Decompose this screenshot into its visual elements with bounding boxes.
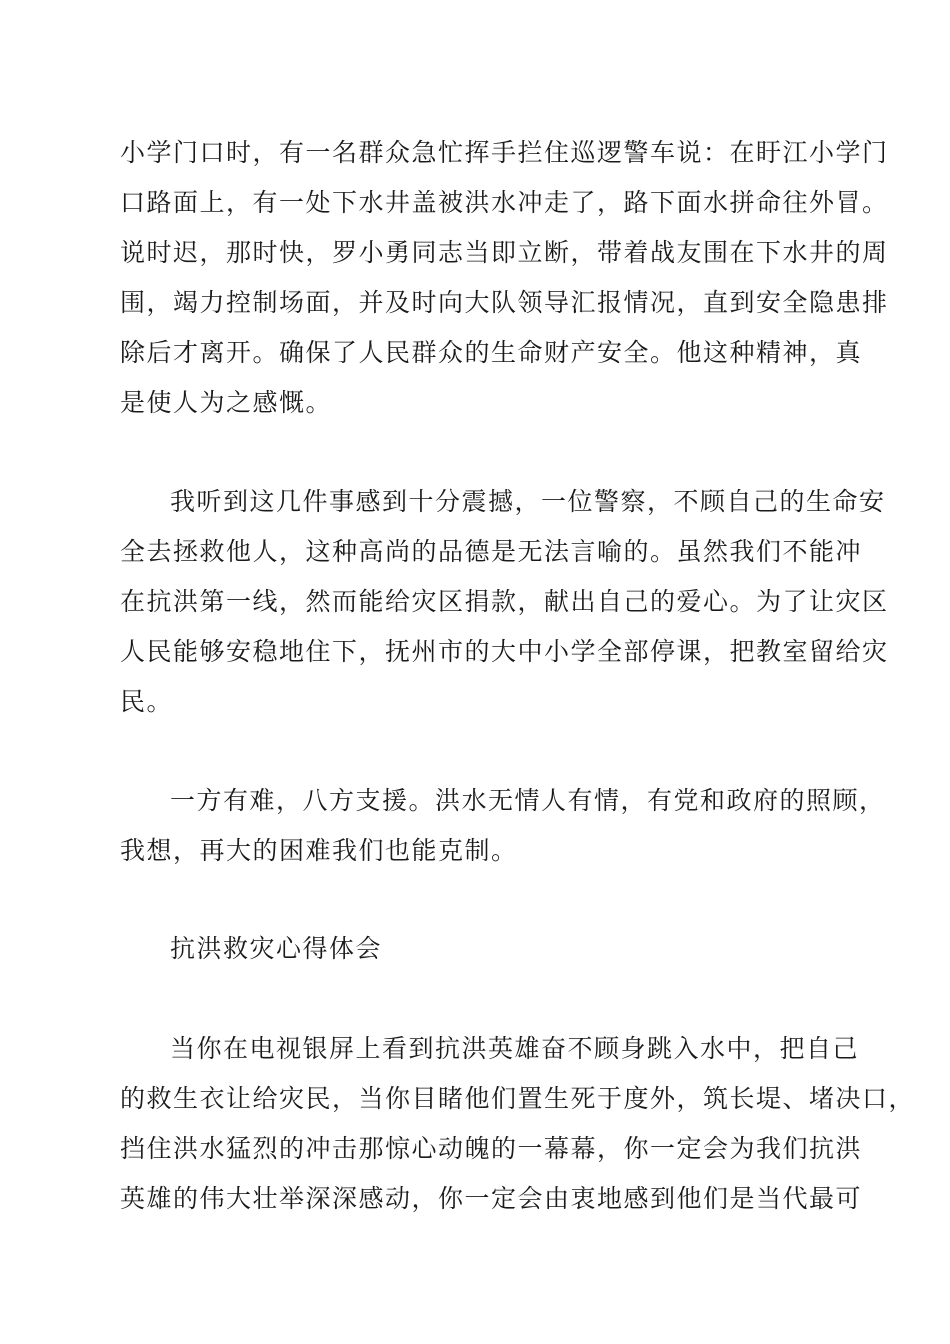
text-line: 全去拯救他人，这种高尚的品德是无法言喻的。虽然我们不能冲 (120, 537, 863, 566)
text-line: 小学门口时，有一名群众急忙挥手拦住巡逻警车说：在盱江小学门 (120, 138, 889, 167)
text-line: 除后才离开。确保了人民群众的生命财产安全。他这种精神，真 (120, 338, 863, 367)
text-line: 我想，再大的困难我们也能克制。 (120, 836, 518, 865)
section-heading (120, 924, 382, 974)
text-line: 民。 (120, 687, 174, 716)
text-line: 挡住洪水猛烈的冲击那惊心动魄的一幕幕，你一定会为我们抗洪 (120, 1134, 863, 1163)
text-line: 的救生衣让给灾民，当你目睹他们置生死于度外，筑长堤、堵决口， (120, 1084, 916, 1113)
text-line: 英雄的伟大壮举深深感动，你一定会由衷地感到他们是当代最可 (120, 1184, 863, 1213)
text-line: 在抗洪第一线，然而能给灾区捐款，献出自己的爱心。为了让灾区 (120, 587, 889, 616)
paragraph-support (120, 776, 886, 876)
paragraph-reflection (120, 477, 889, 727)
text-line: 当你在电视银屏上看到抗洪英雄奋不顾身跳入水中，把自己 (170, 1034, 860, 1063)
text-line: 一方有难，八方支援。洪水无情人有情，有党和政府的照顾， (170, 786, 886, 815)
text-line: 人民能够安稳地住下，抚州市的大中小学全部停课，把教室留给灾 (120, 637, 889, 666)
text-line: 我听到这几件事感到十分震撼，一位警察，不顾自己的生命安 (170, 487, 886, 516)
heading-text: 抗洪救灾心得体会 (170, 934, 383, 963)
paragraph-heroes (120, 1024, 915, 1224)
paragraph-continuation (120, 128, 889, 428)
text-line: 说时迟，那时快，罗小勇同志当即立断，带着战友围在下水井的周 (120, 238, 889, 267)
text-line: 是使人为之感慨。 (120, 388, 333, 417)
text-line: 口路面上，有一处下水井盖被洪水冲走了，路下面水拼命往外冒。 (120, 188, 889, 217)
text-line: 围，竭力控制场面，并及时向大队领导汇报情况，直到安全隐患排 (120, 288, 889, 317)
